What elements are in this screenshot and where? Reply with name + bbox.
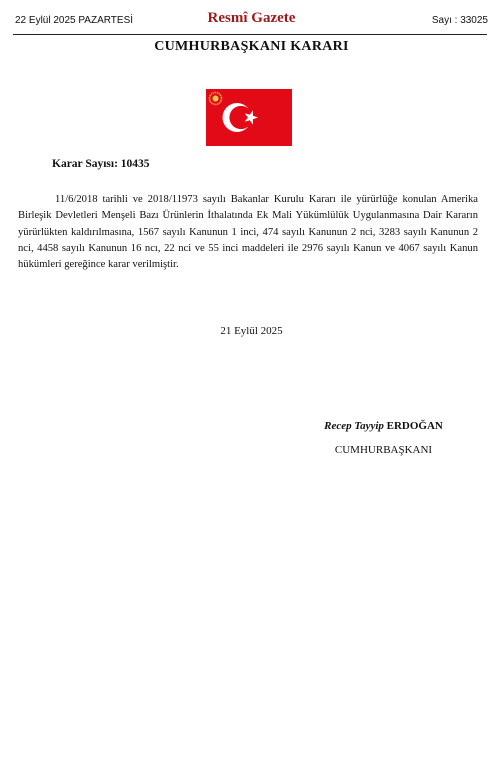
signature-date: 21 Eylül 2025 [220,325,283,337]
signer-surname: ERDOĞAN [386,420,443,432]
gazette-issue-number: Sayı : 33025 [431,15,488,26]
gazette-date: 22 Eylül 2025 PAZARTESİ [15,15,134,26]
decision-body-text: 11/6/2018 tarihli ve 2018/11973 sayılı Bakanlar Kurulu Kararı ile yürürlüğe konulan Amerika Birleşik Devletleri Menşeli Bazı Ürünlerin İthalatında Ek Mali Yükümlülük Uygulanmasına Dair Kararın yürürlükten kaldırılmasına, 1567 sayılı Kanunun 1 inci, 474 sayılı Kanunun 2 nci, 3283 sayılı Kanunun 2 nci, 4458 sayılı Kanunun 16 ncı, 22 nci ve 55 inci maddeleri ile 2976 sayılı Kanun ve 4067 sayılı Kanun hükümleri gereğince karar verilmiştir. [18,194,478,271]
header-divider [13,34,487,35]
turkish-flag-icon [206,89,292,146]
signer-name [306,420,461,432]
decision-number: Karar Sayısı: 10435 [52,158,150,170]
signer-title: CUMHURBAŞKANI [334,444,433,456]
gazette-name: Resmî Gazete [207,10,296,26]
signer-first-names: Recep Tayyip [324,420,384,432]
document-title: CUMHURBAŞKANI KARARI [154,39,349,54]
